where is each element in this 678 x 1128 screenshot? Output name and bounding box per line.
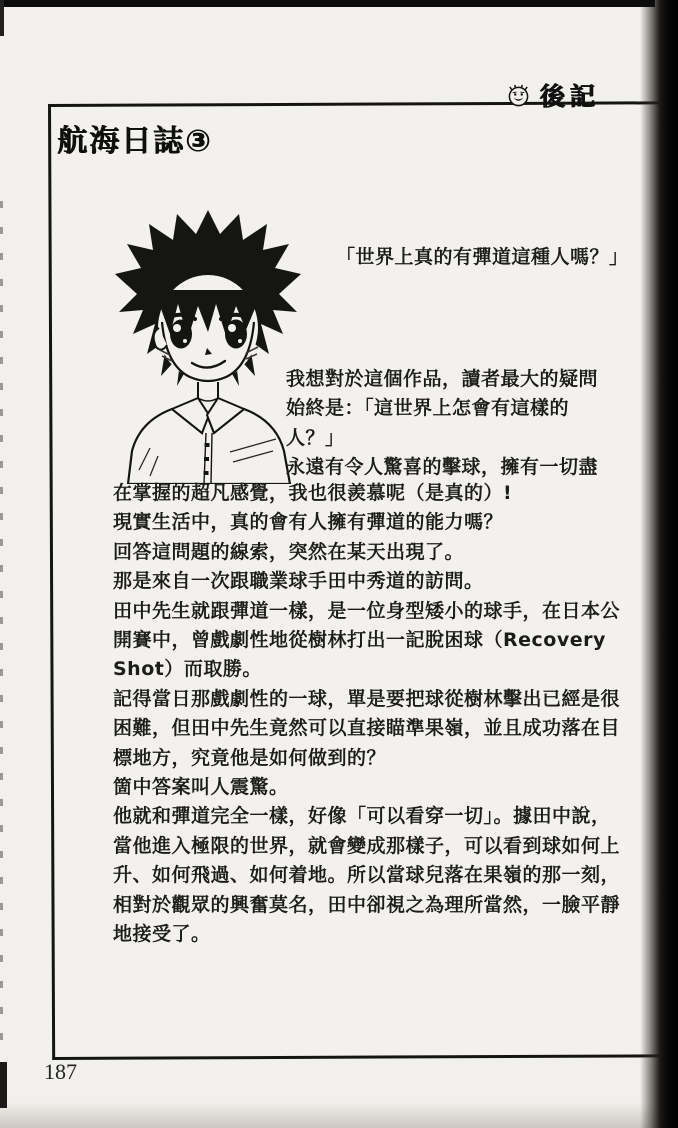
boy-portrait-illustration <box>112 206 306 484</box>
text-line: 我想對於這個作品，讀者最大的疑問 <box>286 368 599 390</box>
text-line: 現實生活中，真的會有人擁有彈道的能力嗎？ <box>113 511 504 534</box>
text-line: 回答這問題的線索，突然在某天出現了。 <box>113 540 465 563</box>
text-line: 當他進入極限的世界，就會變成那樣子，可以看到球如何上 <box>113 834 621 857</box>
scan-left-notch <box>0 1062 7 1108</box>
scan-top-edge <box>0 0 655 7</box>
text-line: 箇中答案叫人震驚。 <box>113 776 289 799</box>
text-line: 人？」 <box>286 426 345 449</box>
afterword-label: 後記 <box>540 82 601 111</box>
text-line: 田中先生就跟彈道一樣，是一位身型矮小的球手，在日本公 <box>113 599 621 622</box>
scan-bottom-shade <box>0 1102 678 1128</box>
text-line: 永遠有令人驚喜的擊球，擁有一切盡 <box>286 456 599 479</box>
text-line: 始終是：「這世界上怎會有這樣的 <box>286 397 570 420</box>
text-line: 記得當日那戲劇性的一球，單是要把球從樹林擊出已經是很 <box>113 687 621 710</box>
text-line: 他就和彈道完全一樣，好像「可以看穿一切」。據田中說， <box>113 805 611 828</box>
text-line: 困難，但田中先生竟然可以直接瞄準果嶺，並且成功落在目 <box>113 717 621 740</box>
text-line: 那是來自一次跟職業球手田中秀道的訪問。 <box>113 570 484 593</box>
intro-paragraph <box>286 365 642 483</box>
text-line: 相對於觀眾的興奮莫名，田中卻視之為理所當然，一臉平靜 <box>113 893 621 916</box>
text-line: 在掌握的超凡感覺，我也很羨慕呢（是真的）! <box>113 482 513 504</box>
opening-quote: 「世界上真的有彈道這種人嗎？」 <box>336 246 629 268</box>
text-line: 地接受了。 <box>113 923 211 946</box>
page-number: 187 <box>44 1059 77 1084</box>
chibi-face-icon <box>507 84 530 107</box>
text-line: 標地方，究竟他是如何做到的？ <box>113 746 387 769</box>
scan-left-edge <box>0 0 4 36</box>
page-bleedthrough-marks <box>0 182 3 1052</box>
afterword-header <box>507 77 600 113</box>
text-line: 開賽中，曾戲劇性地從樹林打出一記脫困球（Recovery <box>113 629 606 652</box>
text-line: Shot）而取勝。 <box>113 658 262 681</box>
body-text <box>113 479 653 950</box>
page-title: 航海日誌③ <box>57 124 213 159</box>
binding-shadow <box>640 0 678 1128</box>
text-line: 升、如何飛過、如何着地。所以當球兒落在果嶺的那一刻， <box>113 864 621 887</box>
